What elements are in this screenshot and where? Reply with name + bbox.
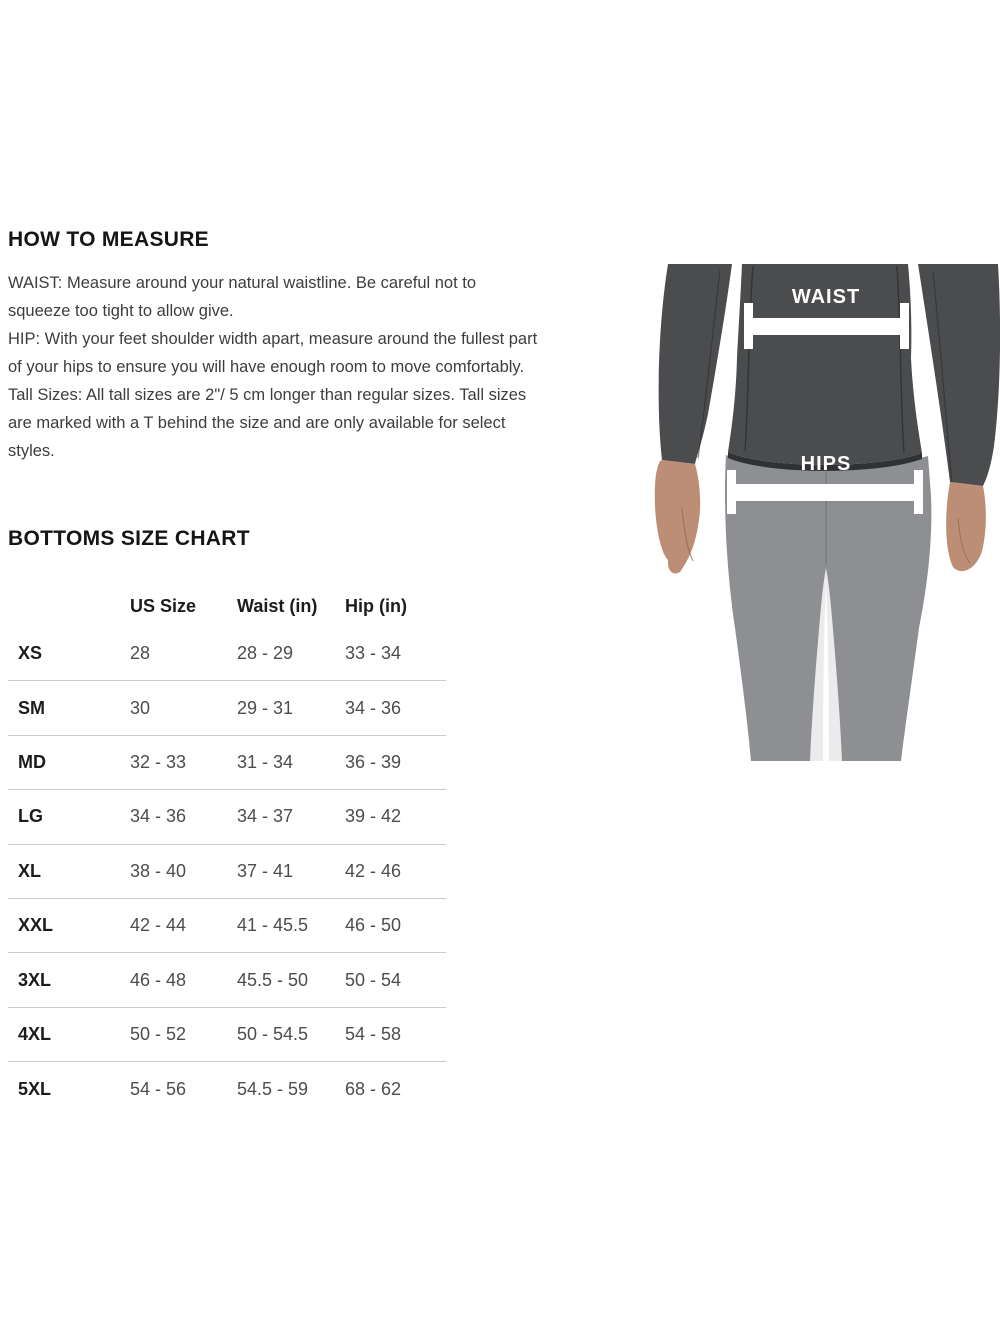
hip-value: 46 - 50 xyxy=(345,915,402,936)
hips-measure-bar xyxy=(736,484,914,501)
waist-value: 37 - 41 xyxy=(237,860,294,881)
size-label: MD xyxy=(18,751,46,772)
hip-instruction: HIP: With your feet shoulder width apart, measure around the fullest part of your hips to ensure you will have enough room to move comfortably. xyxy=(8,330,538,376)
waist-value: 34 - 37 xyxy=(237,806,294,827)
waist-label: WAIST xyxy=(791,286,861,308)
left-hand xyxy=(655,460,700,574)
hip-value: 50 - 54 xyxy=(345,969,402,990)
how-to-measure-title: HOW TO MEASURE xyxy=(8,228,209,251)
left-arm-sleeve xyxy=(659,264,732,464)
waist-measure-bar xyxy=(749,318,904,335)
waist-value: 29 - 31 xyxy=(237,697,294,718)
model-illustration xyxy=(650,256,1000,761)
waist-value: 45.5 - 50 xyxy=(237,969,309,990)
col-header-waist: Waist (in) xyxy=(237,595,318,616)
hips-measure-cap-right xyxy=(914,470,923,514)
table-row-sm xyxy=(8,681,446,735)
size-label: SM xyxy=(18,697,45,718)
hip-value: 34 - 36 xyxy=(345,697,402,718)
hip-value: 36 - 39 xyxy=(345,751,402,772)
table-row-xl xyxy=(8,845,446,899)
waist-value: 28 - 29 xyxy=(237,643,294,664)
table-row-md xyxy=(8,736,446,790)
table-row-xxl xyxy=(8,899,446,953)
size-chart-table xyxy=(8,585,446,1117)
hip-value: 42 - 46 xyxy=(345,860,402,881)
size-label: 5XL xyxy=(18,1078,52,1099)
table-row-5xl xyxy=(8,1062,446,1116)
measure-instructions xyxy=(8,269,538,465)
us-size-value: 54 - 56 xyxy=(130,1078,187,1099)
us-size-value: 38 - 40 xyxy=(130,860,187,881)
size-label: XS xyxy=(18,643,43,664)
table-row-xs xyxy=(8,627,446,681)
measurement-model-photo xyxy=(650,256,1000,761)
size-chart-title: BOTTOMS SIZE CHART xyxy=(8,527,250,550)
hip-value: 68 - 62 xyxy=(345,1078,402,1099)
waist-instruction: WAIST: Measure around your natural waistline. Be careful not to squeeze too tight to allow give. xyxy=(8,274,477,320)
hip-value: 54 - 58 xyxy=(345,1023,402,1044)
size-label: 3XL xyxy=(18,969,52,990)
us-size-value: 46 - 48 xyxy=(130,969,187,990)
waist-value: 50 - 54.5 xyxy=(237,1023,309,1044)
waist-measure-cap-right xyxy=(900,303,909,349)
hip-value: 33 - 34 xyxy=(345,643,402,664)
col-header-us-size: US Size xyxy=(130,595,197,616)
size-label: LG xyxy=(18,806,43,827)
us-size-value: 50 - 52 xyxy=(130,1023,187,1044)
us-size-value: 32 - 33 xyxy=(130,751,187,772)
table-row-lg xyxy=(8,790,446,844)
table-header-row xyxy=(8,585,446,627)
us-size-value: 28 xyxy=(130,643,151,664)
right-arm-sleeve xyxy=(918,264,1000,486)
tall-sizes-note: Tall Sizes: All tall sizes are 2"/ 5 cm longer than regular sizes. Tall sizes are marked with a T behind the size and are only available for select styles. xyxy=(8,386,527,460)
size-label: 4XL xyxy=(18,1023,52,1044)
waist-measure-cap-left xyxy=(744,303,753,349)
us-size-value: 34 - 36 xyxy=(130,806,187,827)
hip-value: 39 - 42 xyxy=(345,806,402,827)
col-header-hip: Hip (in) xyxy=(345,595,407,616)
size-label: XXL xyxy=(18,915,54,936)
hips-measure-cap-left xyxy=(727,470,736,514)
waist-value: 54.5 - 59 xyxy=(237,1078,309,1099)
waist-value: 31 - 34 xyxy=(237,751,294,772)
us-size-value: 30 xyxy=(130,697,151,718)
hips-label: HIPS xyxy=(800,453,852,475)
waist-value: 41 - 45.5 xyxy=(237,915,309,936)
table-row-3xl xyxy=(8,953,446,1007)
table-row-4xl xyxy=(8,1008,446,1062)
size-label: XL xyxy=(18,860,42,881)
us-size-value: 42 - 44 xyxy=(130,915,187,936)
